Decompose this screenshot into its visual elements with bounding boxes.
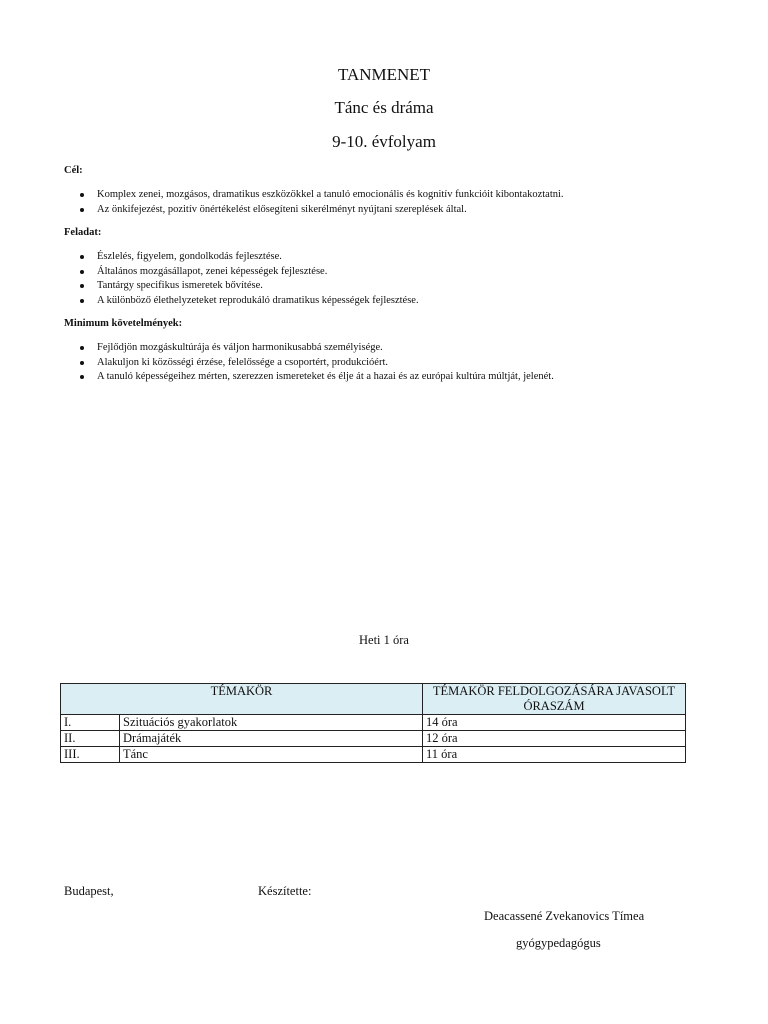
- goal-section: [64, 164, 724, 217]
- minimum-list: [64, 341, 724, 385]
- hours-column-header: TÉMAKÖR FELDOLGOZÁSÁRA JAVASOLT ÓRASZÁM: [423, 684, 686, 715]
- row-hours: 14 óra: [423, 715, 686, 731]
- document-title: TANMENET: [337, 65, 431, 84]
- minimum-heading: Minimum követelmények:: [64, 318, 183, 329]
- row-topic: Szituációs gyakorlatok: [120, 715, 423, 731]
- list-item: Észlelés, figyelem, gondolkodás fejlesztése.: [97, 250, 724, 265]
- minimum-section: [64, 317, 724, 385]
- goal-heading: Cél:: [64, 165, 83, 176]
- list-item: A tanuló képességeihez mérten, szerezzen ismereteket és élje át a hazai és az európai kultúra múltját, jelenét.: [97, 370, 724, 385]
- row-number: III.: [61, 747, 120, 763]
- list-item: Tantárgy specifikus ismeretek bővítése.: [97, 279, 724, 294]
- grade-title: 9-10. évfolyam: [332, 132, 436, 151]
- place-text: Budapest,: [64, 884, 114, 898]
- author-name: Deacassené Zvekanovics Tímea: [484, 909, 645, 923]
- topic-column-header: TÉMAKÖR: [61, 684, 423, 715]
- task-section: [64, 226, 724, 308]
- table-row: [61, 747, 686, 763]
- row-hours: 12 óra: [423, 731, 686, 747]
- row-hours: 11 óra: [423, 747, 686, 763]
- list-item: Az önkifejezést, pozitív önértékelést elősegíteni sikerélményt nyújtani szereplések által.: [97, 203, 724, 218]
- weekly-hours: Heti 1 óra: [359, 633, 409, 647]
- topics-table: [60, 683, 686, 763]
- row-number: I.: [61, 715, 120, 731]
- list-item: A különböző élethelyzeteket reprodukáló dramatikus képességek fejlesztése.: [97, 294, 724, 309]
- table-header-row: [61, 684, 686, 715]
- table-row: [61, 731, 686, 747]
- task-list: [64, 250, 724, 308]
- prepared-by-label: Készítette:: [258, 884, 312, 898]
- list-item: Általános mozgásállapot, zenei képességek fejlesztése.: [97, 265, 724, 280]
- subject-title: Tánc és dráma: [334, 98, 434, 117]
- table-row: [61, 715, 686, 731]
- task-heading: Feladat:: [64, 227, 102, 238]
- author-role: gyógypedagógus: [516, 936, 601, 950]
- list-item: Fejlődjön mozgáskultúrája és váljon harmonikusabbá személyisége.: [97, 341, 724, 356]
- row-topic: Drámajáték: [120, 731, 423, 747]
- list-item: Alakuljon ki közösségi érzése, felelőssége a csoportért, produkcióért.: [97, 356, 724, 371]
- goal-list: [64, 188, 724, 217]
- list-item: Komplex zenei, mozgásos, dramatikus eszközökkel a tanuló emocionális és kognitív funkcióit kibontakoztatni.: [97, 188, 724, 203]
- row-topic: Tánc: [120, 747, 423, 763]
- row-number: II.: [61, 731, 120, 747]
